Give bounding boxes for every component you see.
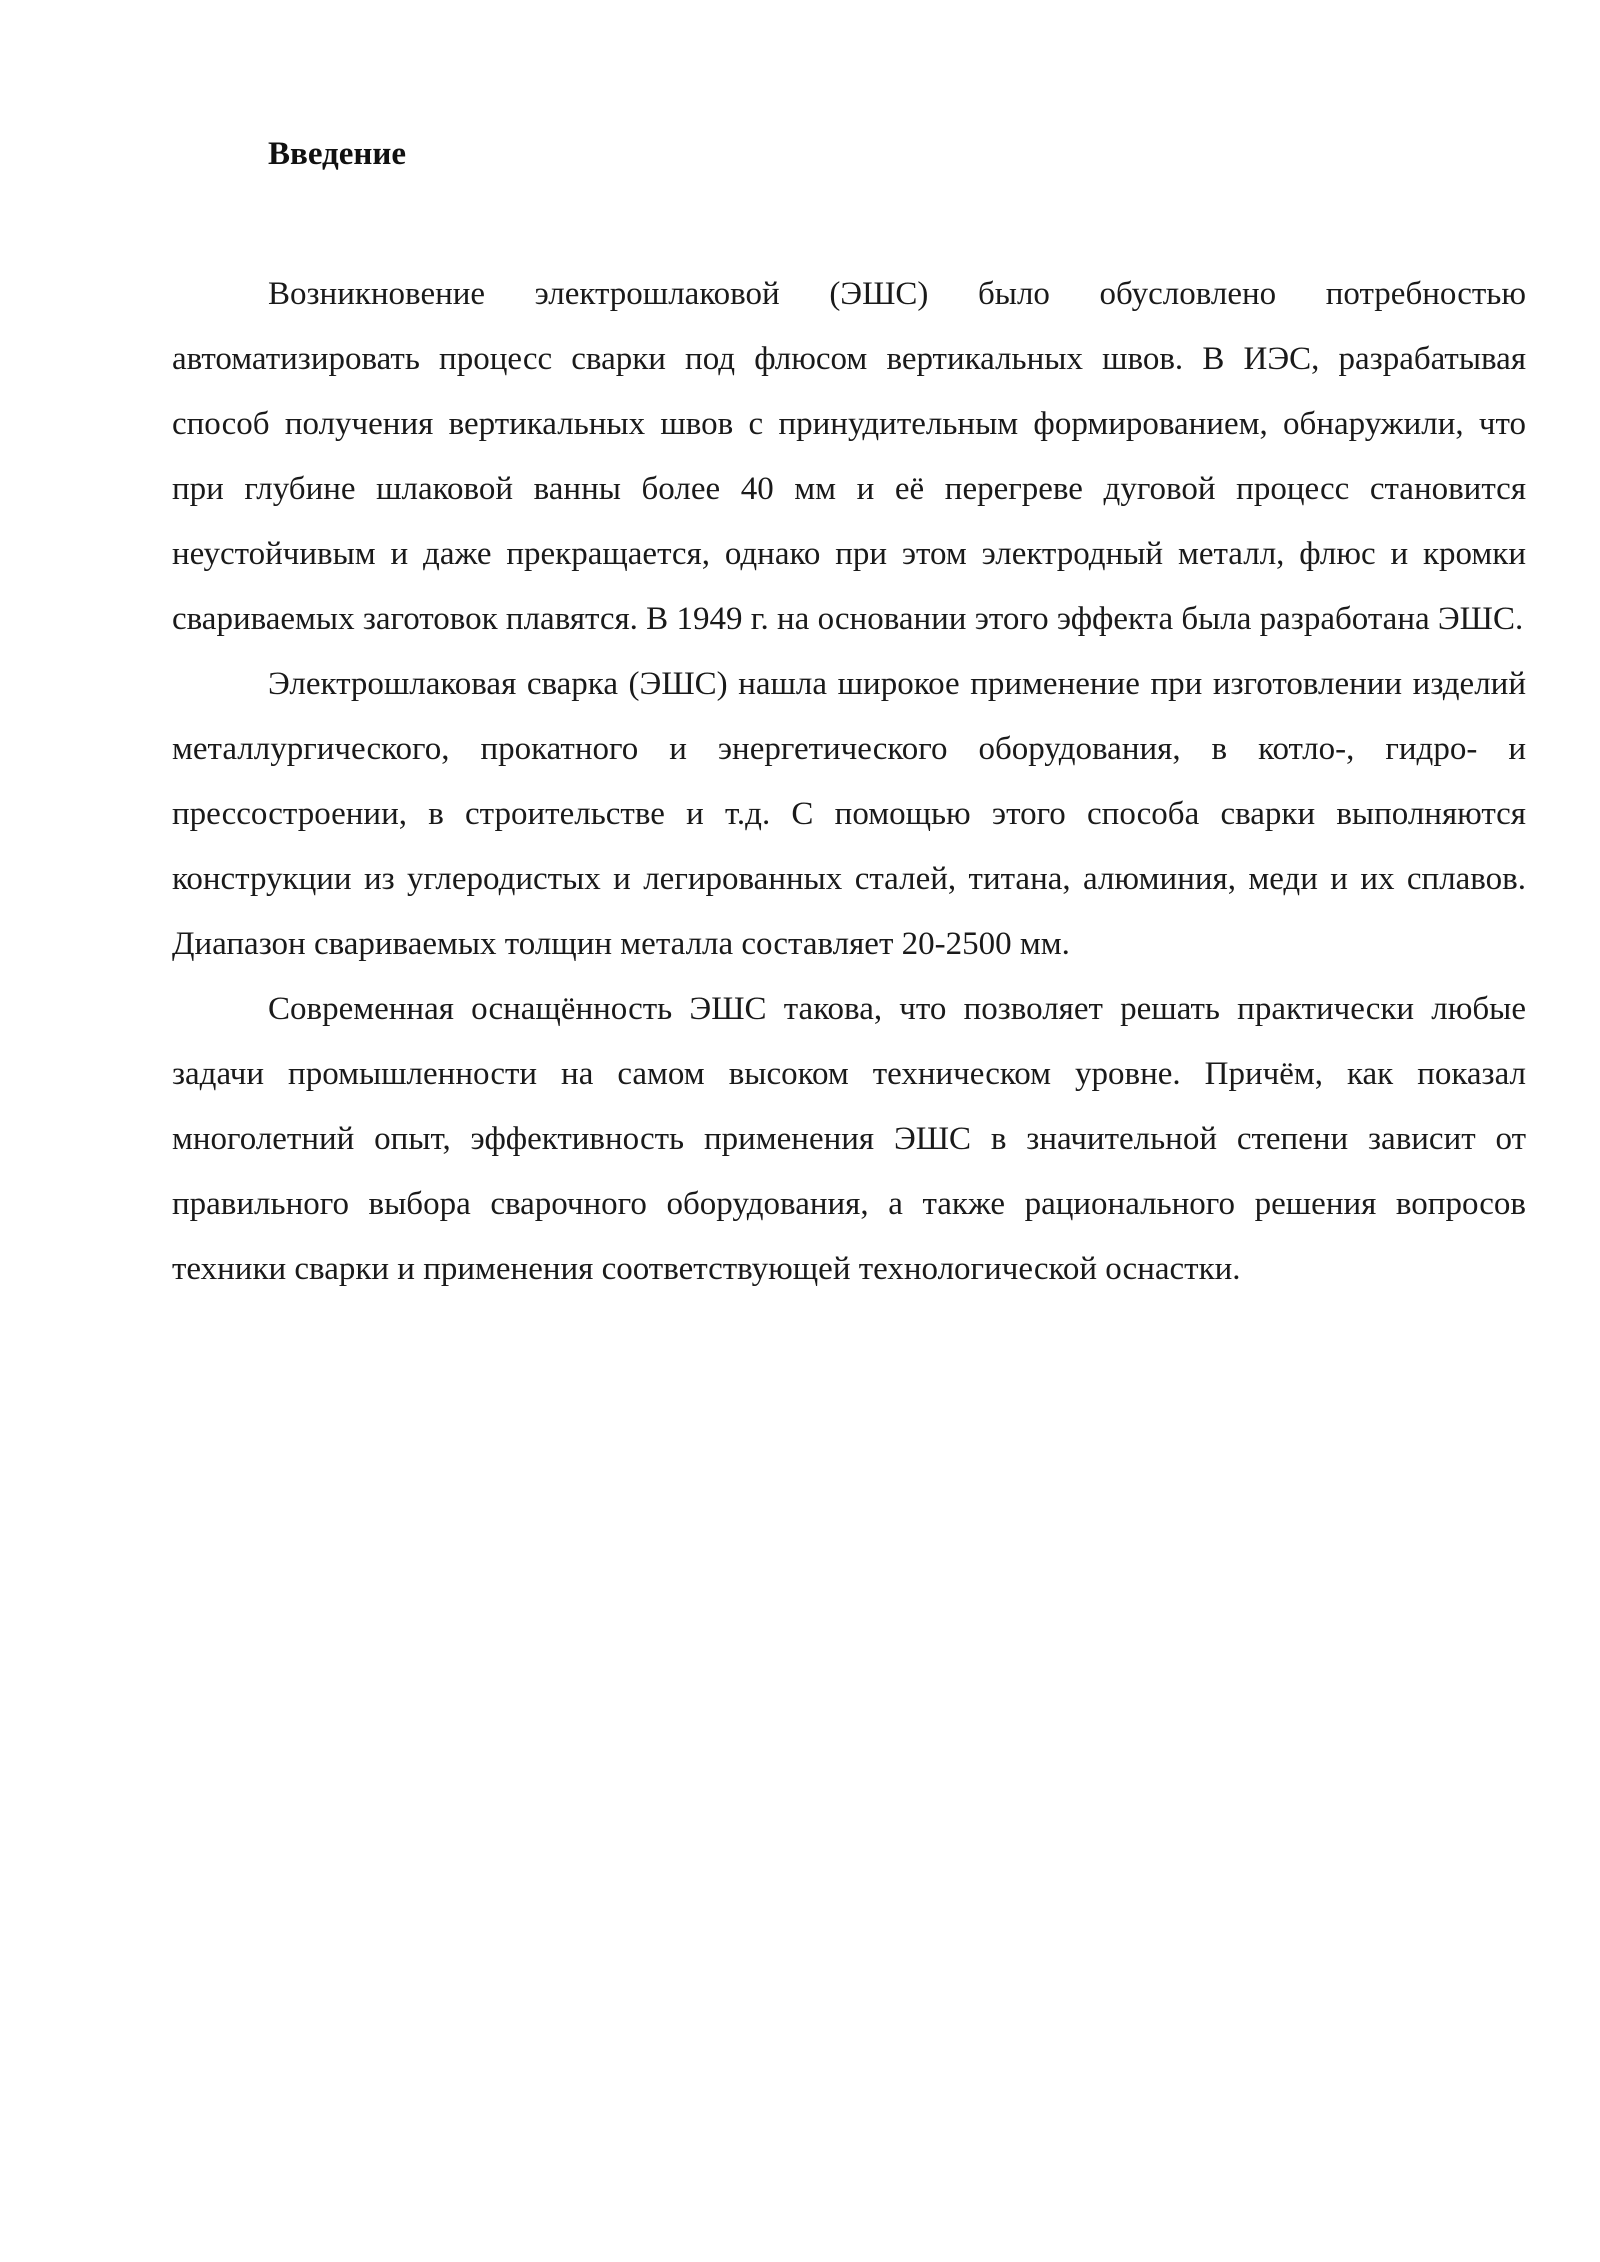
section-heading: Введение — [268, 136, 407, 172]
paragraph-applications: Электрошлаковая сварка (ЭШС) нашла широкое применение при изготовлении изделий металлургического, прокатного и энергетического оборудования, в котло-, гидро- и прессостроении, в строительстве и т.д. С помощью этого способа сварки выполняются конструкции из углеродистых и легированных сталей, титана, алюминия, меди и их сплавов. Диапазон свариваемых толщин металла составляет 20-2500 мм. — [172, 666, 1526, 962]
paragraph-origin: Возникновение электрошлаковой (ЭШС) было обусловлено потребностью автоматизировать процесс сварки под флюсом вертикальных швов. В ИЭС, разрабатывая способ получения вертикальных швов с принудительным формированием, обнаружили, что при глубине шлаковой ванны более 40 мм и её перегреве дуговой процесс становится неустойчивым и даже прекращается, однако при этом электродный металл, флюс и кромки свариваемых заготовок плавятся. В 1949 г. на основании этого эффекта была разработана ЭШС. — [172, 276, 1526, 637]
paragraph-equipment: Современная оснащённость ЭШС такова, что позволяет решать практически любые задачи промышленности на самом высоком техническом уровне. Причём, как показал многолетний опыт, эффективность применения ЭШС в значительной степени зависит от правильного выбора сварочного оборудования, а также рационального решения вопросов техники сварки и применения соответствующей технологической оснастки. — [172, 991, 1526, 1287]
body-text — [172, 262, 1526, 1302]
